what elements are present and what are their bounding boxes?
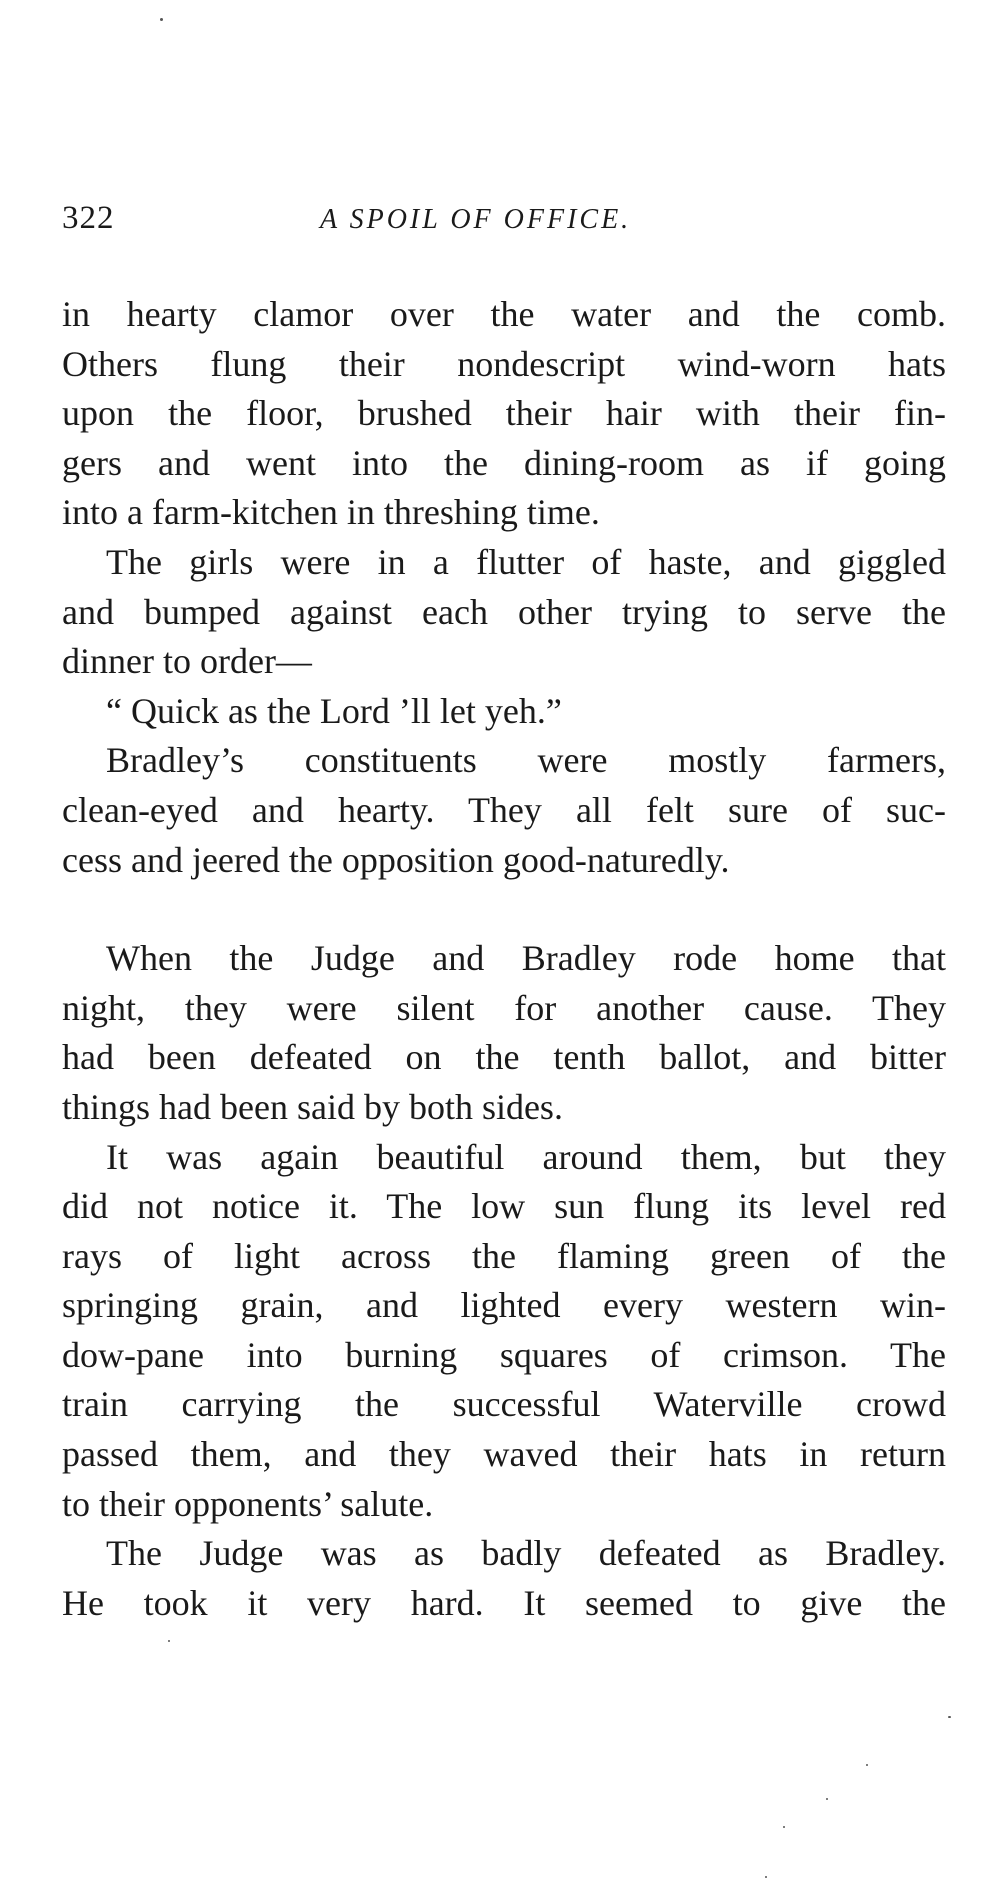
- scan-speck: [160, 18, 163, 21]
- text-line: rays of light across the flaming green of the: [62, 1235, 946, 1276]
- text-line: Bradley’s constituents were mostly farmers,: [106, 740, 946, 781]
- text-line: dinner to order—: [62, 641, 312, 682]
- text-line: passed them, and they waved their hats in return: [62, 1434, 946, 1475]
- body-text: [62, 290, 946, 1628]
- text-line: Others flung their nondescript wind-worn hats: [62, 343, 946, 384]
- text-line: gers and went into the dining-room as if going: [62, 442, 946, 483]
- paragraph: [62, 290, 946, 538]
- text-line: to their opponents’ salute.: [62, 1483, 434, 1524]
- scan-speck: [168, 1640, 170, 1642]
- paragraph: [62, 538, 946, 687]
- text-line: upon the floor, brushed their hair with their fin-: [62, 393, 946, 434]
- text-line: dow-pane into burning squares of crimson. The: [62, 1334, 946, 1375]
- paragraph: [62, 1529, 946, 1628]
- text-line: night, they were silent for another cause. They: [62, 987, 946, 1028]
- paragraph: [62, 934, 946, 1132]
- text-line: things had been said by both sides.: [62, 1086, 563, 1127]
- text-line: When the Judge and Bradley rode home that: [106, 938, 946, 979]
- text-line: had been defeated on the tenth ballot, and bitter: [62, 1037, 946, 1078]
- scan-speck: [765, 1876, 767, 1878]
- scan-speck: [948, 1716, 951, 1718]
- section-break: [62, 885, 946, 934]
- text-line: into a farm-kitchen in threshing time.: [62, 492, 600, 533]
- text-line: The girls were in a flutter of haste, and giggled: [106, 541, 946, 582]
- paragraph: [62, 736, 946, 885]
- text-line: and bumped against each other trying to serve the: [62, 591, 946, 632]
- scan-speck: [826, 1798, 828, 1800]
- paragraph: [62, 687, 946, 737]
- text-line: “ Quick as the Lord ’ll let yeh.”: [106, 690, 562, 731]
- scan-speck: [783, 1826, 785, 1828]
- text-line: He took it very hard. It seemed to give the: [62, 1582, 946, 1623]
- text-line: The Judge was as badly defeated as Bradley.: [106, 1533, 946, 1574]
- running-title: A SPOIL OF OFFICE.: [320, 204, 632, 235]
- page-number: 322: [62, 200, 115, 236]
- text-line: clean-eyed and hearty. They all felt sure of suc-: [62, 789, 946, 830]
- scan-speck: [866, 1764, 868, 1766]
- text-line: in hearty clamor over the water and the comb.: [62, 294, 946, 334]
- text-line: springing grain, and lighted every western win-: [62, 1285, 946, 1326]
- text-line: did not notice it. The low sun flung its level red: [62, 1186, 946, 1227]
- paragraph: [62, 1133, 946, 1530]
- text-line: cess and jeered the opposition good-naturedly.: [62, 839, 730, 880]
- text-line: It was again beautiful around them, but they: [106, 1136, 946, 1177]
- running-head: [62, 200, 945, 240]
- text-line: train carrying the successful Waterville crowd: [62, 1384, 946, 1425]
